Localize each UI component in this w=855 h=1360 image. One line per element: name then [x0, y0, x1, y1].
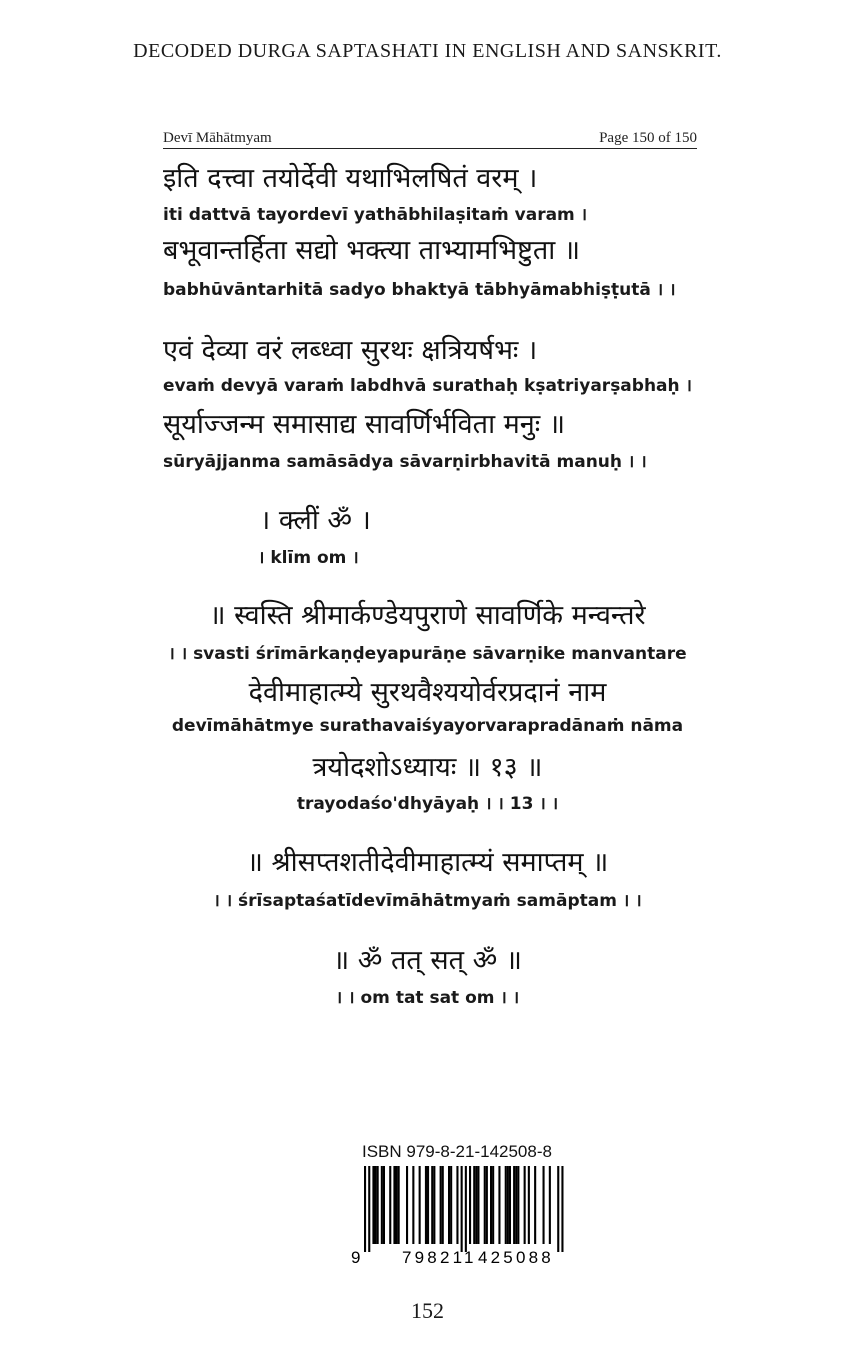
colophon-line-2-transliteration: devīmāhātmye surathavaiśyayorvarapradānaṁ nāma [171, 716, 684, 736]
mantra-sanskrit: । क्लीं ॐ । [260, 505, 371, 536]
barcode-bar [515, 1166, 517, 1244]
barcode-bar [442, 1166, 444, 1244]
colophon-line-1-sanskrit: ॥ स्वस्ति श्रीमार्कण्डेयपुराणे सावर्णिके मन्वन्तरे [209, 600, 646, 631]
barcode-bar [461, 1166, 463, 1252]
verse-1-line-2-sanskrit: बभूवान्तर्हिता सद्यो भक्त्या ताभ्यामभिष्टुता ॥ [163, 235, 581, 266]
barcode-bar [517, 1166, 519, 1244]
barcode-bar [440, 1166, 442, 1244]
completion-sanskrit: ॥ श्रीसप्तशतीदेवीमाहात्म्यं समाप्तम् ॥ [246, 847, 609, 878]
barcode-bar [543, 1166, 545, 1244]
barcode-bar [549, 1166, 551, 1244]
svg-text:9: 9 [351, 1248, 361, 1266]
verse-2-line-2-sanskrit: सूर्याज्जन्म समासाद्य सावर्णिर्भविता मनुः ॥ [163, 409, 565, 440]
barcode-bar [484, 1166, 486, 1244]
barcode-bar [509, 1166, 511, 1244]
barcode-bar [456, 1166, 458, 1244]
colophon-line-1-transliteration: । । svasti śrīmārkaṇḍeyapurāṇe sāvarṇike manvantare [168, 644, 687, 664]
barcode-bar [513, 1166, 515, 1244]
barcode-bar [364, 1166, 366, 1252]
barcode-bar [372, 1166, 374, 1244]
barcode-bars [364, 1166, 564, 1252]
barcode-bar [431, 1166, 433, 1244]
closing-transliteration: । । om tat sat om । । [335, 988, 520, 1008]
barcode-bar [561, 1166, 563, 1252]
colophon-line-2-sanskrit: देवीमाहात्म्ये सुरथवैश्ययोर्वरप्रदानं नाम [248, 677, 607, 708]
barcode-bar [427, 1166, 429, 1244]
barcode-bar [465, 1166, 467, 1252]
barcode-bar [450, 1166, 452, 1244]
barcode-bar [448, 1166, 450, 1244]
page-number: 152 [411, 1298, 444, 1323]
barcode-bar [498, 1166, 500, 1244]
barcode-bar [419, 1166, 421, 1244]
verse-1-line-1-transliteration: iti dattvā tayordevī yathābhilaṣitaṁ varam । [163, 205, 588, 225]
barcode-bar [490, 1166, 492, 1244]
barcode-bar [433, 1166, 435, 1244]
barcode-bar [383, 1166, 385, 1244]
barcode-bar [524, 1166, 526, 1244]
verse-2-line-2-transliteration: sūryājjanma samāsādya sāvarṇirbhavitā manuḥ । । [163, 452, 647, 472]
barcode-bar [368, 1166, 370, 1252]
barcode-bar [377, 1166, 379, 1244]
barcode-bar [381, 1166, 383, 1244]
mantra-transliteration: । klīm om । [258, 548, 359, 568]
page-header [163, 130, 697, 149]
closing-sanskrit: ॥ ॐ तत् सत् ॐ ॥ [333, 945, 522, 976]
isbn-label: ISBN 979-8-21-142508-8 [362, 1142, 552, 1161]
barcode-bar [507, 1166, 509, 1244]
barcode-bar [389, 1166, 391, 1244]
barcode-bar [375, 1166, 377, 1244]
running-head: DECODED DURGA SAPTASHATI IN ENGLISH AND SANSKRIT. [133, 40, 722, 62]
verse-1-line-2-transliteration: babhūvāntarhitā sadyo bhaktyā tābhyāmabhiṣṭutā । । [163, 280, 676, 300]
barcode-bar [393, 1166, 395, 1244]
svg-text:798211: 798211 [402, 1248, 477, 1266]
page-count: Page 150 of 150 [599, 130, 697, 146]
colophon-line-3-sanskrit: त्रयोदशोऽध्यायः ॥ १३ ॥ [312, 752, 543, 783]
completion-transliteration: । । śrīsaptaśatīdevīmāhātmyaṁ samāptam । । [213, 891, 642, 911]
verse-2-line-1-transliteration: evaṁ devyā varaṁ labdhvā surathaḥ kṣatriyarṣabhaḥ । [163, 376, 692, 396]
barcode-bar [425, 1166, 427, 1244]
barcode-bar [486, 1166, 488, 1244]
barcode-bar [475, 1166, 477, 1244]
barcode-bar [406, 1166, 408, 1244]
isbn-barcode [350, 1166, 580, 1266]
book-title: Devī Māhātmyam [163, 130, 272, 146]
verse-2-line-1-sanskrit: एवं देव्या वरं लब्ध्वा सुरथः क्षत्रियर्षभः । [163, 335, 538, 366]
svg-text:425088: 425088 [478, 1248, 554, 1266]
barcode-bar [528, 1166, 530, 1244]
barcode-bar [534, 1166, 536, 1244]
barcode-bar [492, 1166, 494, 1244]
barcode-bar [557, 1166, 559, 1252]
barcode-bar [469, 1166, 471, 1244]
barcode-bar [505, 1166, 507, 1244]
verse-1-line-1-sanskrit: इति दत्त्वा तयोर्देवी यथाभिलषितं वरम् । [163, 163, 538, 194]
barcode-bar [473, 1166, 475, 1244]
barcode-bar [398, 1166, 400, 1244]
barcode-bar [477, 1166, 479, 1244]
barcode-bar [412, 1166, 414, 1244]
barcode-bar [396, 1166, 398, 1244]
colophon-line-3-transliteration: trayodaśo'dhyāyaḥ । । 13 । । [296, 794, 559, 814]
